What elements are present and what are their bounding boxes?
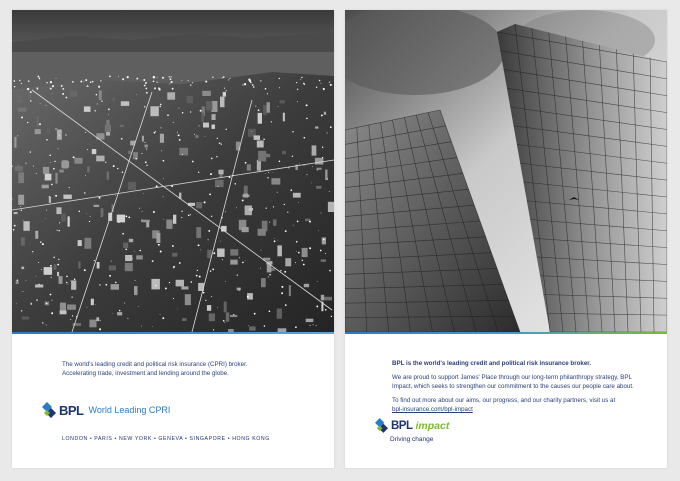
bpl-impact-link[interactable]: bpl-insurance.com/bpl-impact xyxy=(392,406,473,413)
impact-wordmark: impact xyxy=(415,419,450,432)
office-cities: LONDON • PARIS • NEW YORK • GENEVA • SINGAPORE • HONG KONG xyxy=(62,436,270,442)
logo-tagline: World Leading CPRI xyxy=(88,405,171,415)
city-night-image xyxy=(12,10,334,332)
left-tagline xyxy=(62,360,316,378)
city-night-photo xyxy=(12,10,334,332)
skyscraper-image xyxy=(345,10,667,332)
bpl-diamond-icon xyxy=(42,402,56,418)
findout-paragraph: To find out more about our aims, our progress, and our charity partners, visit us at xyxy=(392,397,616,404)
left-ad-page xyxy=(12,10,334,468)
right-copy xyxy=(392,359,649,414)
accent-rule xyxy=(12,332,334,334)
tagline-line-1: The world's leading credit and political risk insurance (CPRI) broker. xyxy=(62,361,248,368)
bpl-diamond-icon xyxy=(375,418,388,433)
bpl-wordmark: BPL xyxy=(59,402,84,418)
skyscraper-photo xyxy=(345,10,667,332)
bpl-cpri-logo xyxy=(42,402,170,418)
bpl-impact-logo xyxy=(375,418,449,433)
accent-rule xyxy=(345,332,667,334)
tagline-line-2: Accelerating trade, investment and lending around the globe. xyxy=(62,370,229,377)
driving-change-tagline: Driving change xyxy=(390,436,434,443)
bpl-wordmark: BPL xyxy=(391,419,413,432)
headline: BPL is the world's leading credit and political risk insurance broker. xyxy=(392,360,592,367)
right-ad-page xyxy=(345,10,667,468)
support-paragraph: We are proud to support James' Place through our long-term philanthropy strategy, BPL Impact, which seeks to strengthen our commitment to the causes our people care about. xyxy=(392,374,634,390)
